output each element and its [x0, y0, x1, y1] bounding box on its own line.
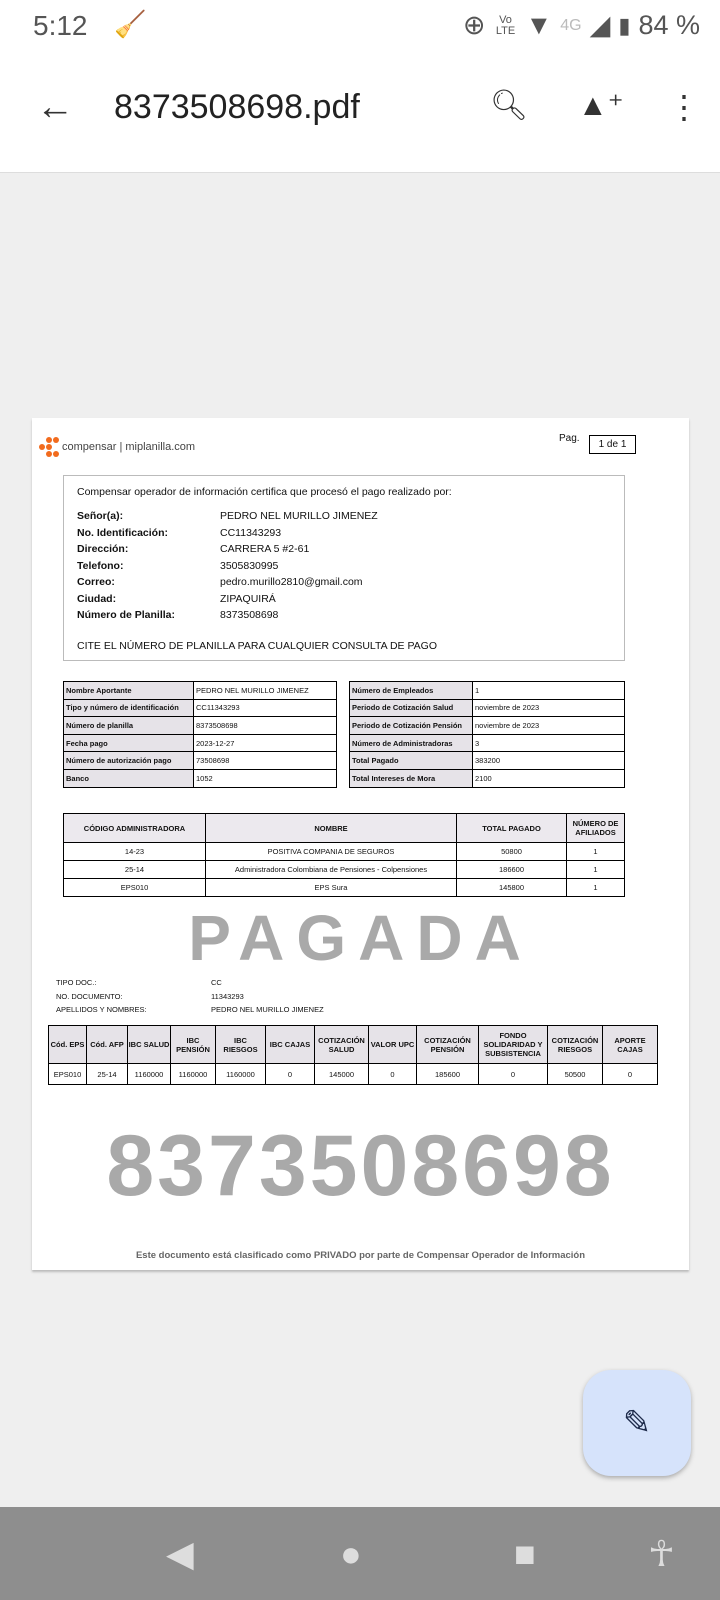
- info-row: [77, 576, 611, 593]
- table-row: [350, 769, 625, 787]
- row-value: 3: [473, 734, 625, 752]
- table-row: [350, 734, 625, 752]
- row-label: Tipo y número de identificación: [64, 699, 194, 717]
- row-value: 8373508698: [194, 717, 337, 735]
- persona-value: 11343293: [211, 991, 244, 1001]
- table-cell: 0: [603, 1064, 658, 1085]
- column-header: APORTE CAJAS: [603, 1026, 658, 1064]
- table-row: [64, 879, 625, 897]
- row-label: Número de Administradoras: [350, 734, 473, 752]
- row-value: noviembre de 2023: [473, 717, 625, 735]
- document-title: 8373508698.pdf: [114, 88, 360, 126]
- intro-text: Compensar operador de información certifica que procesó el pago realizado por:: [77, 486, 452, 498]
- app-bar: [0, 52, 720, 173]
- table-cell: 50500: [548, 1064, 603, 1085]
- info-label: Correo:: [77, 576, 115, 588]
- table-row: [64, 843, 625, 861]
- persona-label: TIPO DOC.:: [56, 978, 97, 987]
- table-cell: 14-23: [64, 843, 206, 861]
- table-cell: EPS Sura: [206, 879, 457, 897]
- table-row: [350, 752, 625, 770]
- table-cell: 185600: [417, 1064, 479, 1085]
- info-value: 3505830995: [220, 559, 279, 572]
- row-label: Fecha pago: [64, 734, 194, 752]
- cleaner-icon: 🧹: [114, 9, 147, 39]
- column-header: FONDO SOLIDARIDAD Y SUBSISTENCIA: [479, 1026, 548, 1064]
- column-header: COTIZACIÓN PENSIÓN: [417, 1026, 479, 1064]
- table-row: [64, 861, 625, 879]
- volte-icon: Vo LTE: [495, 13, 516, 37]
- table-cell: 0: [479, 1064, 548, 1085]
- persona-label: NO. DOCUMENTO:: [56, 991, 123, 1001]
- row-value: 383200: [473, 752, 625, 770]
- row-value: 1: [473, 682, 625, 700]
- certification-box: [63, 475, 625, 661]
- table-cell: 1: [567, 879, 625, 897]
- info-value: pedro.murillo2810@gmail.com: [220, 576, 363, 588]
- table-cell: 145000: [315, 1064, 369, 1085]
- persona-value: CC: [211, 978, 222, 987]
- detail-table: [48, 1025, 658, 1085]
- table-cell: 145800: [457, 879, 567, 897]
- row-label: Total Pagado: [350, 752, 473, 770]
- data-saver-icon: ⊕: [462, 10, 486, 40]
- info-row: [77, 510, 611, 527]
- network-type: 4G: [560, 16, 582, 34]
- column-header: COTIZACIÓN RIESGOS: [548, 1026, 603, 1064]
- column-header: COTIZACIÓN SALUD: [315, 1026, 369, 1064]
- add-to-drive-icon[interactable]: ▲⁺: [578, 89, 624, 122]
- info-value: ZIPAQUIRÁ: [220, 592, 276, 605]
- table-row: [64, 717, 337, 735]
- table-cell: 0: [369, 1064, 417, 1085]
- summary-table: [349, 681, 625, 788]
- back-arrow-icon[interactable]: ←: [36, 86, 74, 128]
- table-row: [64, 752, 337, 770]
- row-label: Número de Empleados: [350, 682, 473, 700]
- info-row: [77, 527, 611, 544]
- page-number-box: 1 de 1: [589, 435, 636, 454]
- watermark-number: 8373508698: [106, 1118, 615, 1214]
- table-cell: 186600: [457, 861, 567, 879]
- row-label: Banco: [64, 769, 194, 787]
- info-label: Telefono:: [77, 559, 124, 572]
- info-value: PEDRO NEL MURILLO JIMENEZ: [220, 510, 378, 522]
- info-row: [77, 593, 611, 610]
- column-header: Cód. AFP: [87, 1026, 128, 1064]
- info-row: [77, 609, 611, 626]
- persona-label: APELLIDOS Y NOMBRES:: [56, 1005, 147, 1014]
- row-label: Periodo de Cotización Salud: [350, 699, 473, 717]
- info-label: Ciudad:: [77, 592, 117, 605]
- table-row: [64, 769, 337, 787]
- navigation-bar: [0, 1507, 720, 1600]
- info-row: [77, 560, 611, 577]
- watermark-status: PAGADA: [188, 902, 533, 974]
- logo-text: compensar | miplanilla.com: [62, 441, 196, 453]
- row-label: Periodo de Cotización Pensión: [350, 717, 473, 735]
- status-bar: [0, 0, 720, 52]
- column-header: VALOR UPC: [369, 1026, 417, 1064]
- info-label: Dirección:: [77, 543, 129, 555]
- info-label: Señor(a):: [77, 510, 124, 522]
- table-cell: EPS010: [64, 879, 206, 897]
- row-value: 1052: [194, 769, 337, 787]
- administradoras-table: [63, 813, 625, 897]
- row-value: 73508698: [194, 752, 337, 770]
- pen-icon: ✎: [622, 1404, 652, 1442]
- column-header: Cód. EPS: [49, 1026, 87, 1064]
- battery-icon: ▮: [618, 12, 631, 38]
- column-header: IBC CAJAS: [266, 1026, 315, 1064]
- table-row: [350, 682, 625, 700]
- table-cell: 1160000: [216, 1064, 266, 1085]
- table-cell: 25-14: [64, 861, 206, 879]
- table-cell: 1: [567, 843, 625, 861]
- column-header: IBC RIESGOS: [216, 1026, 266, 1064]
- table-cell: 50800: [457, 843, 567, 861]
- column-header: CÓDIGO ADMINISTRADORA: [64, 814, 206, 843]
- table-cell: 0: [266, 1064, 315, 1085]
- annotate-button[interactable]: [583, 1370, 691, 1476]
- signal-icon: ◢: [589, 10, 611, 40]
- persona-value: PEDRO NEL MURILLO JIMENEZ: [211, 1005, 324, 1014]
- row-value: CC11343293: [194, 699, 337, 717]
- table-cell: 1160000: [128, 1064, 171, 1085]
- row-value: 2023-12-27: [194, 734, 337, 752]
- table-cell: Administradora Colombiana de Pensiones - Colpensiones: [206, 861, 457, 879]
- table-row: [350, 717, 625, 735]
- page-label: Pag.: [559, 433, 580, 444]
- row-label: Número de planilla: [64, 717, 194, 735]
- row-label: Número de autorización pago: [64, 752, 194, 770]
- row-label: Total Intereses de Mora: [350, 769, 473, 787]
- column-header: IBC SALUD: [128, 1026, 171, 1064]
- table-cell: 25-14: [87, 1064, 128, 1085]
- table-row: [64, 699, 337, 717]
- table-cell: EPS010: [49, 1064, 87, 1085]
- table-cell: 1160000: [171, 1064, 216, 1085]
- info-value: CARRERA 5 #2-61: [220, 543, 310, 555]
- info-value: CC11343293: [220, 526, 282, 539]
- row-label: Nombre Aportante: [64, 682, 194, 700]
- column-header: NÚMERO DE AFILIADOS: [567, 814, 625, 843]
- more-options-icon[interactable]: ⋮: [668, 89, 700, 125]
- column-header: TOTAL PAGADO: [457, 814, 567, 843]
- row-value: noviembre de 2023: [473, 699, 625, 717]
- accessibility-icon[interactable]: ☥: [648, 1533, 675, 1574]
- table-row: [64, 734, 337, 752]
- table-row: [64, 682, 337, 700]
- row-value: 2100: [473, 769, 625, 787]
- detail-row: [49, 1064, 658, 1085]
- nav-back-icon[interactable]: ◀: [166, 1533, 194, 1574]
- table-row: [350, 699, 625, 717]
- info-label: No. Identificación:: [77, 526, 169, 539]
- cite-text: CITE EL NÚMERO DE PLANILLA PARA CUALQUIER CONSULTA DE PAGO: [77, 639, 438, 652]
- row-value: PEDRO NEL MURILLO JIMENEZ: [194, 682, 337, 700]
- table-cell: POSITIVA COMPANIA DE SEGUROS: [206, 843, 457, 861]
- column-header: NOMBRE: [206, 814, 457, 843]
- table-cell: 1: [567, 861, 625, 879]
- compensar-logo: [39, 437, 195, 457]
- privacy-footer: Este documento está clasificado como PRIVADO por parte de Compensar Operador de Información: [135, 1250, 586, 1261]
- info-row: [77, 543, 611, 560]
- info-label: Número de Planilla:: [77, 609, 176, 621]
- info-value: 8373508698: [220, 609, 279, 621]
- wifi-icon: ▼: [525, 10, 553, 40]
- column-header: IBC PENSIÓN: [171, 1026, 216, 1064]
- battery-percent: 84 %: [638, 10, 700, 40]
- status-time: 5:12: [33, 10, 88, 41]
- nav-home-icon[interactable]: ●: [340, 1533, 362, 1574]
- nav-recents-icon[interactable]: ■: [514, 1533, 536, 1574]
- payer-table: [63, 681, 337, 788]
- pdf-page: [32, 418, 689, 1270]
- search-document-icon[interactable]: 🔍︎: [490, 89, 529, 122]
